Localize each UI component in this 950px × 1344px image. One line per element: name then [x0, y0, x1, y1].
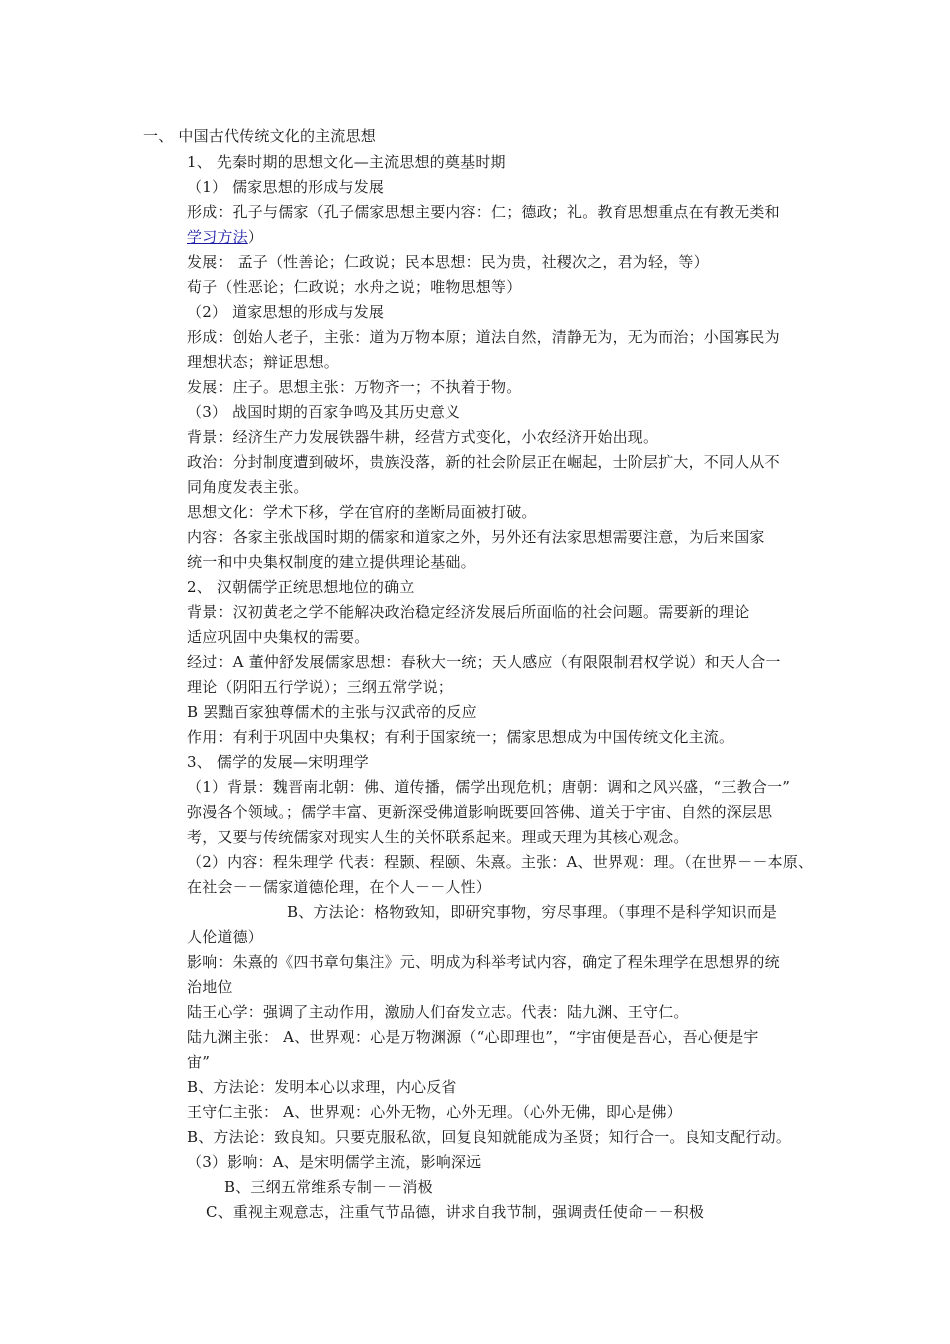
- text-line: 王守仁主张： A、世界观：心外无物，心外无理。（心外无佛，即心是佛）: [187, 1103, 682, 1121]
- text-line: 同角度发表主张。: [187, 478, 309, 496]
- subsection-heading: 3、 儒学的发展—宋明理学: [187, 753, 369, 771]
- text-line: 宙”: [187, 1053, 211, 1071]
- text-line: 内容：各家主张战国时期的儒家和道家之外，另外还有法家思想需要注意，为后来国家: [187, 528, 765, 546]
- text-line: 人伦道德）: [187, 928, 264, 946]
- text-line: B、三纲五常维系专制－－消极: [224, 1178, 433, 1196]
- text-line: 陆王心学：强调了主动作用，激励人们奋发立志。代表：陆九渊、王守仁。: [187, 1003, 689, 1021]
- item-heading: （1） 儒家思想的形成与发展: [187, 178, 385, 196]
- text-line: 荀子（性恶论；仁政说；水舟之说；唯物思想等）: [187, 278, 522, 296]
- text-line: （2）内容：程朱理学 代表：程颢、程颐、朱熹。主张：A、世界观：理。（在世界－－本原、: [187, 853, 814, 871]
- text-line: （3）影响：A、是宋明儒学主流，影响深远: [187, 1153, 482, 1171]
- closing-paren: ）: [247, 228, 264, 246]
- section-heading: 一、 中国古代传统文化的主流思想: [143, 127, 376, 145]
- subsection-heading: 1、 先秦时期的思想文化—主流思想的奠基时期: [187, 153, 506, 171]
- text-line: 背景：汉初黄老之学不能解决政治稳定经济发展后所面临的社会问题。需要新的理论: [187, 603, 750, 621]
- text-line: 背景：经济生产力发展铁器牛耕，经营方式变化，小农经济开始出现。: [187, 428, 659, 446]
- text-line: 发展：庄子。思想主张：万物齐一；不执着于物。: [187, 378, 522, 396]
- text-line: 理论（阴阳五行学说）；三纲五常学说；: [187, 678, 454, 696]
- text-line: 在社会－－儒家道德伦理，在个人－－人性）: [187, 878, 492, 896]
- text-line: 形成：创始人老子，主张：道为万物本原；道法自然，清静无为，无为而治；小国寡民为: [187, 328, 780, 346]
- text-line: 思想文化：学术下移，学在官府的垄断局面被打破。: [187, 503, 537, 521]
- text-line: [187, 227, 263, 247]
- text-line: 适应巩固中央集权的需要。: [187, 628, 370, 646]
- item-heading: （3） 战国时期的百家争鸣及其历史意义: [187, 403, 461, 421]
- text-line: 考，又要与传统儒家对现实人生的关怀联系起来。理或天理为其核心观念。: [187, 828, 689, 846]
- text-line: （1）背景：魏晋南北朝：佛、道传播，儒学出现危机；唐朝：调和之风兴盛，“三教合一”: [187, 778, 791, 796]
- text-line: B、方法论：格物致知，即研究事物，穷尽事理。（事理不是科学知识而是: [287, 903, 778, 921]
- text-line: 政治：分封制度遭到破坏，贵族没落，新的社会阶层正在崛起，士阶层扩大，不同人从不: [187, 453, 780, 471]
- text-line: 形成：孔子与儒家（孔子儒家思想主要内容：仁；德政；礼。教育思想重点在有教无类和: [187, 203, 780, 221]
- text-line: 经过：A 董仲舒发展儒家思想：春秋大一统；天人感应（有限限制君权学说）和天人合一: [187, 653, 781, 671]
- text-line: B 罢黜百家独尊儒术的主张与汉武帝的反应: [187, 703, 477, 721]
- text-line: 治地位: [187, 978, 233, 996]
- text-line: 弥漫各个领域。；儒学丰富、更新深受佛道影响既要回答佛、道关于宇宙、自然的深层思: [187, 803, 773, 821]
- text-line: 作用：有利于巩固中央集权；有利于国家统一；儒家思想成为中国传统文化主流。: [187, 728, 735, 746]
- text-line: B、方法论：发明本心以求理，内心反省: [187, 1078, 457, 1096]
- text-line: C、重视主观意志，注重气节品德，讲求自我节制，强调责任使命－－积极: [206, 1203, 705, 1221]
- text-line: 陆九渊主张： A、世界观：心是万物渊源（“心即理也”，“宇宙便是吾心，吾心便是宇: [187, 1028, 759, 1046]
- text-line: 影响：朱熹的《四书章句集注》元、明成为科举考试内容，确定了程朱理学在思想界的统: [187, 953, 780, 971]
- text-line: 发展： 孟子（性善论；仁政说；民本思想：民为贵，社稷次之，君为轻，等）: [187, 253, 709, 271]
- text-line: B、方法论：致良知。只要克服私欲，回复良知就能成为圣贤；知行合一。良知支配行动。: [187, 1128, 792, 1146]
- text-line: 理想状态；辩证思想。: [187, 353, 340, 371]
- item-heading: （2） 道家思想的形成与发展: [187, 303, 385, 321]
- subsection-heading: 2、 汉朝儒学正统思想地位的确立: [187, 578, 415, 596]
- text-line: 统一和中央集权制度的建立提供理论基础。: [187, 553, 476, 571]
- study-method-link[interactable]: 学习方法: [187, 228, 248, 246]
